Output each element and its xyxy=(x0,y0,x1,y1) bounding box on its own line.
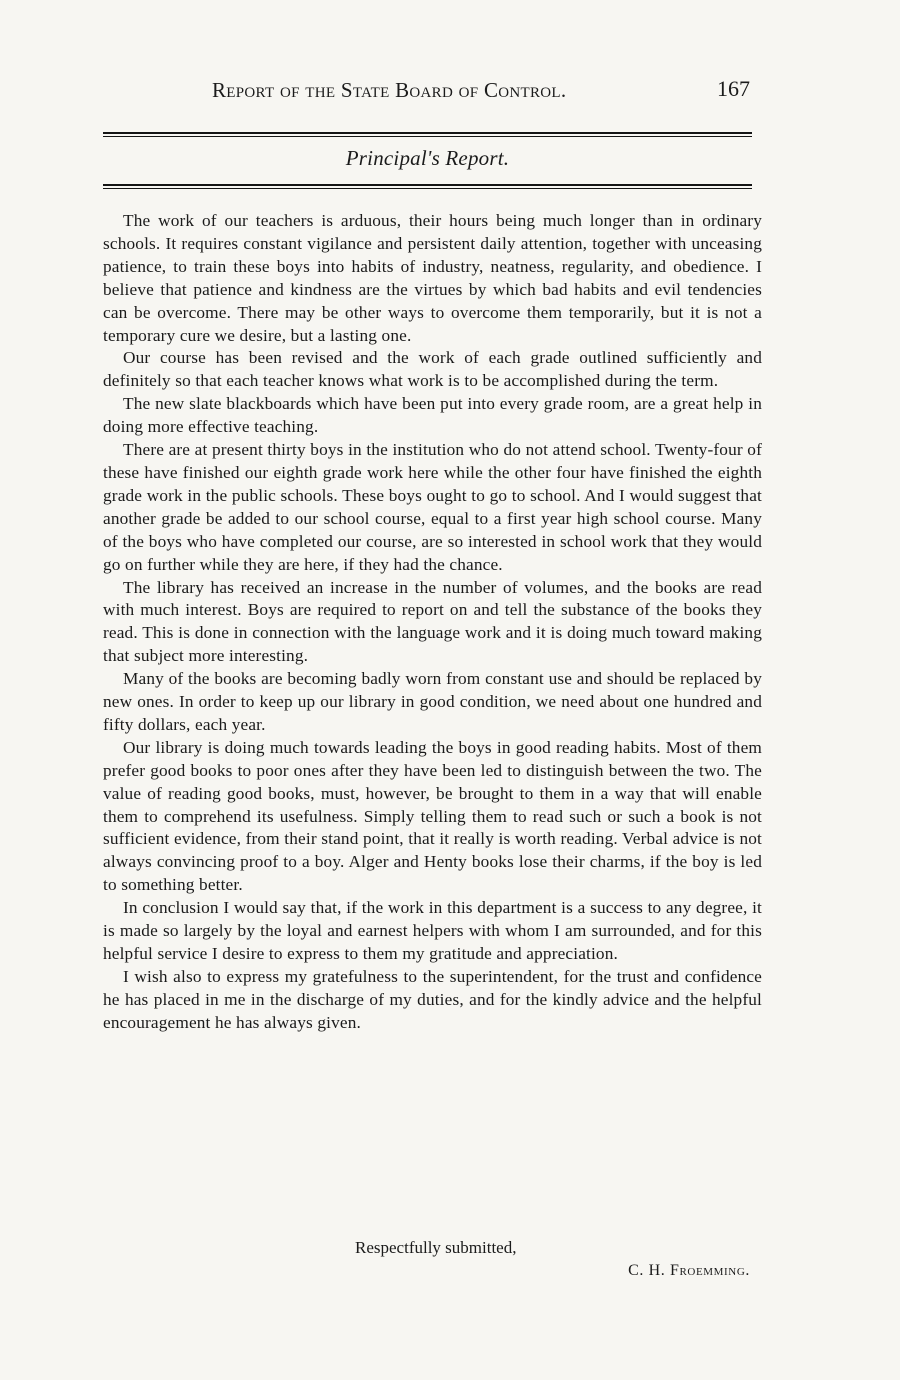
paragraph-conclusion: In conclusion I would say that, if the work in this department is a success to any degree, it is made so largely by the loyal and earnest helpers with whom I am surrounded, and for this helpful service I desire to express to them my gratitude and appreciation. xyxy=(103,898,762,963)
paragraph-blackboards: The new slate blackboards which have been put into every grade room, are a great help in doing more effective teaching. xyxy=(103,394,762,437)
paragraph-course: Our course has been revised and the work of each grade outlined sufficiently and definitely so that each teacher knows what work is to be accomplished during the term. xyxy=(103,348,762,391)
paragraph-teachers: The work of our teachers is arduous, their hours being much longer than in ordinary schools. It requires constant vigilance and persistent daily attention, together with unceasing patience, to train these boys into habits of industry, neatness, regularity, and obedience. I believe that patience and kindness are the virtues by which bad habits and evil tendencies can be overcome. There may be other ways to overcome them temporarily, but it is not a temporary cure we desire, but a lasting one. xyxy=(103,211,762,345)
bottom-rule xyxy=(103,184,752,186)
section-title: Principal's Report. xyxy=(345,146,510,170)
top-rule xyxy=(103,132,752,134)
page-number: 167 xyxy=(717,76,750,101)
paragraph-library: The library has received an increase in the number of volumes, and the books are read with much interest. Boys are required to report on and tell the substance of the books they read. This is done in connection with the language work and it is doing much toward making that subject more interesting. xyxy=(103,577,762,666)
report-body xyxy=(103,210,762,1035)
paragraph-gratitude: I wish also to express my gratefulness to the superintendent, for the trust and confidence he has placed in me in the discharge of my duties, and for the kindly advice and the helpful encouragement he has always given. xyxy=(103,966,762,1032)
paragraph-books-worn: Many of the books are becoming badly worn from constant use and should be replaced by new ones. In order to keep up our library in good condition, we need about one hundred and fifty dollars, each year. xyxy=(103,669,762,734)
running-head xyxy=(100,78,752,108)
paragraph-attendance: There are at present thirty boys in the institution who do not attend school. Twenty-four of these have finished our eighth grade work here while the other four have finished the eighth grade work in the public schools. These boys ought to go to school. And I would suggest that another grade be added to our school course, equal to a first year high school course. Many of the boys who have completed our course, are so interested in school work that they would go on further while they are here, if they had the chance. xyxy=(103,440,762,574)
paragraph-reading-habits: Our library is doing much towards leading the boys in good reading habits. Most of them prefer good books to poor ones after they have been led to distinguish between the two. The value of reading good books, must, however, be brought to them in a way that will enable them to comprehend its usefulness. Simply telling them to read such or such a book is not sufficient evidence, from their stand point, that it really is worth reading. Verbal advice is not always convincing proof to a boy. Alger and Henty books lose their charms, if the boy is led to something better. xyxy=(103,737,762,895)
signature: C. H. Froemming. xyxy=(628,1262,750,1279)
closing-line: Respectfully submitted, xyxy=(355,1238,517,1257)
running-title: Report of the State Board of Control. xyxy=(212,78,567,102)
